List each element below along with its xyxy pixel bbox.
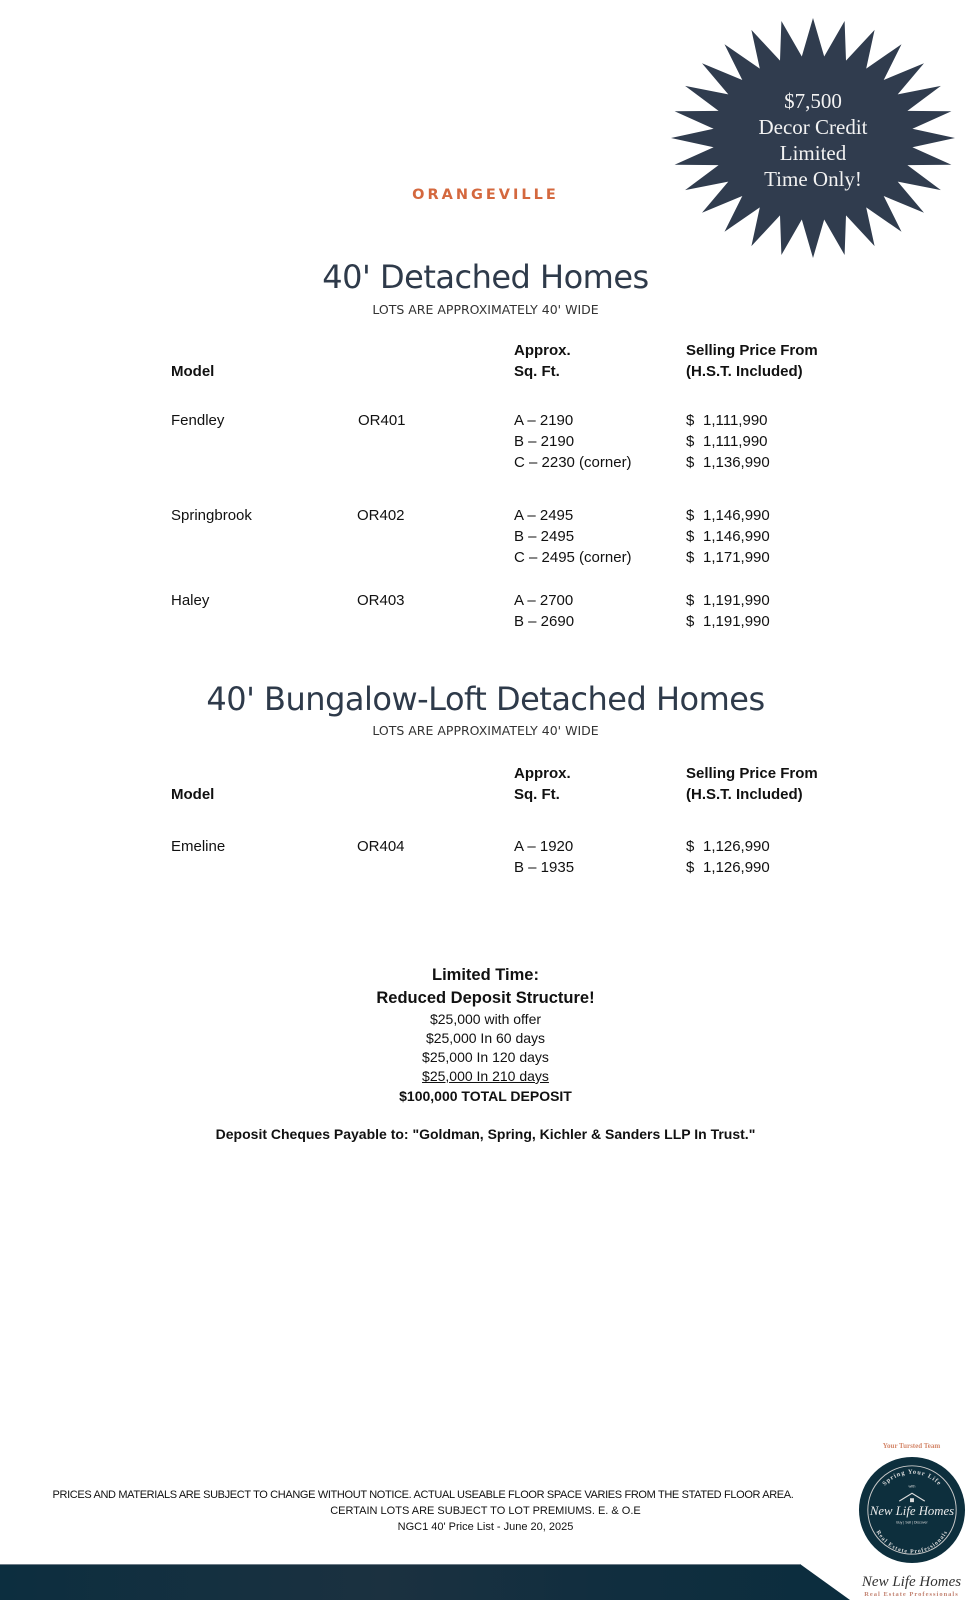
price — [686, 410, 768, 431]
logo-wordmark-sub: Real Estate Professionals — [864, 1591, 959, 1598]
price-value: 1,126,990 — [703, 838, 770, 855]
logo-ring-top: Spring Your Life — [881, 1468, 943, 1488]
header-price-line1: Selling Price From — [686, 765, 818, 782]
currency-symbol: $ — [686, 549, 695, 566]
section-subtitle: LOTS ARE APPROXIMATELY 40' WIDE — [372, 723, 599, 738]
disclaimer-line: CERTAIN LOTS ARE SUBJECT TO LOT PREMIUMS. E. & O.E — [330, 1505, 641, 1517]
currency-symbol: $ — [686, 528, 695, 545]
currency-symbol: $ — [686, 412, 695, 429]
promo-amount: $7,500 — [784, 89, 842, 113]
header-price-line2: (H.S.T. Included) — [686, 363, 803, 380]
price — [686, 431, 768, 452]
new-life-homes-logo — [852, 1442, 971, 1600]
elevation-sqft: A – 2495 — [514, 507, 574, 524]
elevation-sqft: A – 2190 — [514, 412, 574, 429]
price-value: 1,191,990 — [703, 613, 770, 630]
elevation-sqft: B – 2690 — [514, 613, 575, 630]
header-price-line2: (H.S.T. Included) — [686, 786, 803, 803]
elevation-sqft: A – 1920 — [514, 838, 574, 855]
section-title: 40' Bungalow-Loft Detached Homes — [206, 680, 765, 718]
promo-line: Limited — [779, 141, 847, 165]
deposit-subheading: Reduced Deposit Structure! — [376, 989, 595, 1007]
deposit-total: $100,000 TOTAL DEPOSIT — [399, 1088, 572, 1104]
deposit-installment: $25,000 In 120 days — [422, 1049, 549, 1065]
currency-symbol: $ — [686, 433, 695, 450]
price-value: 1,171,990 — [703, 549, 770, 566]
header-sqft — [514, 763, 571, 805]
deposit-installment: $25,000 In 60 days — [425, 1030, 546, 1046]
elevation-sqft: A – 2700 — [514, 592, 574, 609]
elevation-sqft: C – 2495 (corner) — [514, 549, 632, 566]
logo-center-name: New Life Homes — [869, 1503, 955, 1518]
promo-line: Decor Credit — [758, 115, 868, 139]
model-name: Emeline — [171, 838, 226, 855]
currency-symbol: $ — [686, 454, 695, 471]
logo-center-small: with — [908, 1483, 916, 1489]
model-name: Springbrook — [171, 507, 252, 524]
logo-center-sub: Buy | Sell | Discover — [896, 1520, 928, 1525]
logo-badge-icon — [858, 1456, 966, 1564]
header-sqft-line1: Approx. — [514, 765, 571, 782]
model-code: OR402 — [357, 507, 405, 524]
price-value: 1,111,990 — [703, 412, 768, 429]
logo-tagline: Your Tursted Team — [882, 1442, 941, 1450]
deposit-installment: $25,000 with offer — [429, 1011, 542, 1027]
currency-symbol: $ — [686, 592, 695, 609]
section-subtitle: LOTS ARE APPROXIMATELY 40' WIDE — [372, 302, 599, 317]
price — [686, 611, 770, 632]
currency-symbol: $ — [686, 838, 695, 855]
disclaimer-line: PRICES AND MATERIALS ARE SUBJECT TO CHANGE WITHOUT NOTICE. ACTUAL USEABLE FLOOR SPACE VARIES FROM THE STATED FLOOR AREA. — [52, 1489, 794, 1501]
deposit-payable-to: Deposit Cheques Payable to: "Goldman, Spring, Kichler & Sanders LLP In Trust." — [215, 1126, 756, 1142]
model-code: OR401 — [358, 412, 406, 429]
header-model: Model — [171, 363, 215, 380]
header-sqft-line2: Sq. Ft. — [514, 786, 560, 803]
price-value: 1,136,990 — [703, 454, 770, 471]
promo-text — [668, 16, 958, 260]
model-code: OR404 — [357, 838, 405, 855]
model-name: Haley — [171, 592, 210, 609]
header-price-line1: Selling Price From — [686, 342, 818, 359]
price-value: 1,146,990 — [703, 528, 770, 545]
model-name: Fendley — [171, 412, 225, 429]
footer-band — [0, 1564, 850, 1600]
price — [686, 836, 770, 857]
currency-symbol: $ — [686, 613, 695, 630]
model-code: OR403 — [357, 592, 405, 609]
disclaimer — [0, 1487, 971, 1535]
elevation-sqft: B – 2190 — [514, 433, 575, 450]
header-price — [686, 340, 818, 382]
logo-ring-bottom: Real Estate Professionals — [874, 1529, 950, 1556]
currency-symbol: $ — [686, 859, 695, 876]
section-title: 40' Detached Homes — [322, 258, 649, 296]
price — [686, 590, 770, 611]
logo-wordmark: New Life Homes — [861, 1574, 962, 1590]
currency-symbol: $ — [686, 507, 695, 524]
price-value: 1,126,990 — [703, 859, 770, 876]
promo-starburst — [668, 16, 958, 260]
city-name: ORANGEVILLE — [412, 187, 559, 203]
header-model: Model — [171, 786, 215, 803]
promo-line: Time Only! — [764, 167, 862, 191]
header-sqft-line1: Approx. — [514, 342, 571, 359]
price — [686, 526, 770, 547]
price-value: 1,111,990 — [703, 433, 768, 450]
elevation-sqft: B – 1935 — [514, 859, 575, 876]
deposit-heading: Limited Time: — [432, 966, 539, 984]
price-list-date: NGC1 40' Price List - June 20, 2025 — [397, 1521, 574, 1533]
price — [686, 547, 770, 568]
deposit-structure — [0, 964, 971, 1106]
elevation-sqft: B – 2495 — [514, 528, 575, 545]
price — [686, 857, 770, 878]
price — [686, 505, 770, 526]
price-value: 1,191,990 — [703, 592, 770, 609]
price — [686, 452, 770, 473]
price-value: 1,146,990 — [703, 507, 770, 524]
header-sqft — [514, 340, 571, 382]
header-price — [686, 763, 818, 805]
elevation-sqft: C – 2230 (corner) — [514, 454, 632, 471]
header-sqft-line2: Sq. Ft. — [514, 363, 560, 380]
deposit-installment: $25,000 In 210 days — [422, 1068, 549, 1084]
